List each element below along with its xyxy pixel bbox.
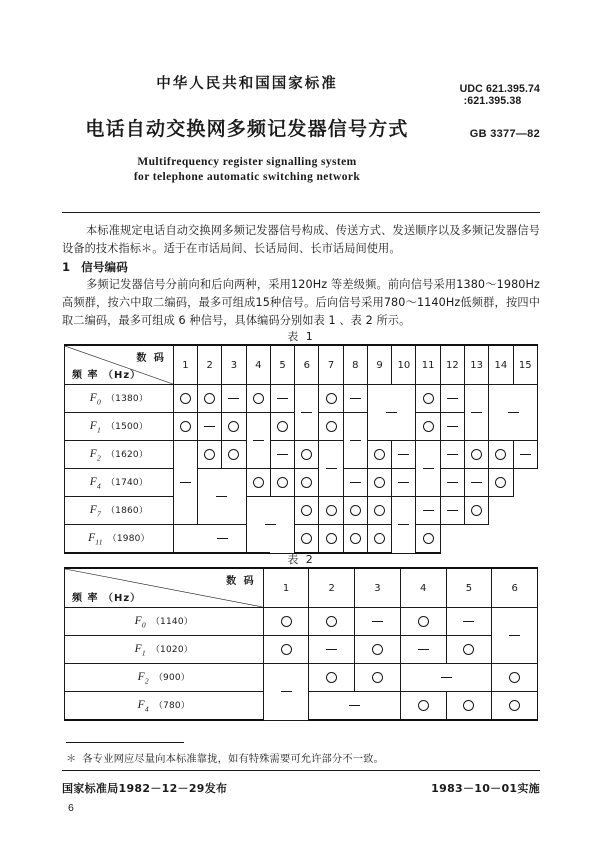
code-mark-circle	[270, 469, 294, 497]
code-mark-dash	[319, 441, 343, 497]
table1-column-header: 4	[246, 345, 270, 385]
header-divider	[62, 212, 540, 213]
table-row	[65, 441, 538, 469]
dash-icon	[447, 398, 458, 399]
code-mark-circle	[173, 413, 197, 441]
code-mark-circle	[400, 692, 446, 721]
dash-icon	[216, 496, 227, 497]
frequency-value: （780）	[153, 700, 191, 711]
table1-code-label: 数 码	[136, 353, 166, 364]
circle-icon	[326, 505, 337, 516]
code-mark-circle	[492, 692, 538, 721]
code-mark-dash	[392, 497, 416, 554]
table1-column-header: 5	[270, 345, 294, 385]
circle-icon	[372, 672, 383, 683]
circle-icon	[495, 477, 506, 488]
circle-icon	[374, 477, 385, 488]
table2-column-header: 5	[446, 568, 492, 608]
footnote-text: 各专业网应尽量向本标准靠拢，如有特殊需要可允许部分不一致。	[82, 753, 384, 765]
frequency-symbol: $F_1$	[134, 642, 146, 658]
code-mark-dash	[392, 469, 416, 497]
national-standard-line: 中华人民共和国国家标准	[156, 76, 338, 92]
table-row	[65, 664, 538, 692]
circle-icon	[326, 393, 337, 404]
code-mark-circle	[355, 664, 401, 692]
code-mark-circle	[489, 469, 513, 497]
code-mark-dash	[440, 497, 464, 525]
code-mark-dash	[446, 608, 492, 636]
code-mark-circle	[263, 608, 309, 636]
code-mark-dash	[198, 413, 222, 441]
english-title	[62, 155, 432, 185]
frequency-symbol: $F_0$	[89, 391, 101, 407]
circle-icon	[372, 644, 383, 655]
dash-icon	[349, 705, 360, 706]
circle-icon	[374, 533, 385, 544]
table1-column-header: 14	[489, 345, 513, 385]
dash-icon	[463, 621, 474, 622]
code-mark-circle	[416, 525, 440, 554]
dash-icon	[265, 524, 276, 525]
code-mark-dash	[173, 525, 270, 554]
code-mark-circle	[319, 385, 343, 413]
section-number: 1	[62, 260, 71, 274]
code-mark-circle	[343, 497, 367, 525]
code-mark-dash	[489, 385, 538, 441]
code-mark-dash	[440, 385, 464, 413]
circle-icon	[180, 393, 191, 404]
code-mark-dash	[440, 469, 464, 497]
code-mark-circle	[198, 441, 222, 469]
code-mark-circle	[198, 385, 222, 413]
dash-icon	[398, 482, 409, 483]
standard-number: GB 3377—82	[469, 128, 540, 140]
dash-icon	[447, 426, 458, 427]
code-mark-circle	[309, 608, 355, 636]
code-mark-circle	[446, 636, 492, 664]
frequency-value: （1860）	[105, 505, 149, 516]
code-mark-dash	[270, 385, 294, 413]
english-title-line-1: Multifrequency register signalling system	[137, 156, 357, 168]
dash-icon	[441, 677, 452, 678]
table1-column-header: 1	[173, 345, 197, 385]
code-mark-circle	[295, 441, 319, 469]
table1-freq-label: 频 率 （Hz）	[72, 370, 142, 381]
code-mark-circle	[416, 413, 440, 441]
table2-code-label: 数 码	[226, 576, 256, 587]
table2-column-header: 2	[309, 568, 355, 608]
footer-divider	[62, 770, 540, 771]
frequency-symbol: $F_{11}$	[88, 531, 103, 547]
document-footer	[62, 780, 540, 796]
page-title: 电话自动交换网多频记发器信号方式	[85, 118, 409, 140]
dash-icon	[447, 454, 458, 455]
code-mark-circle	[295, 469, 319, 497]
code-mark-circle	[246, 385, 270, 413]
code-mark-dash	[246, 413, 270, 469]
dash-icon	[447, 510, 458, 511]
dash-icon	[180, 482, 191, 483]
scope-paragraph: 本标准规定电话自动交换网多频记发器信号构成、传送方式、发送顺序以及多频记发器信号设备的技术指标＊。适于在市话局间、长话局间、长市话局间使用。	[62, 224, 540, 255]
circle-icon	[204, 449, 215, 460]
code-mark-circle	[319, 525, 343, 554]
table-row	[65, 525, 538, 554]
table1-column-header: 3	[222, 345, 246, 385]
dash-icon	[372, 621, 383, 622]
udc-code	[460, 71, 540, 119]
frequency-row-label	[65, 497, 174, 525]
section-heading-1	[62, 258, 540, 276]
code-mark-dash	[416, 441, 440, 497]
frequency-symbol: $F_1$	[89, 419, 101, 435]
table-row	[65, 385, 538, 413]
code-mark-dash	[343, 469, 367, 497]
table-row	[65, 608, 538, 636]
table2-corner-header	[65, 568, 264, 608]
section-title: 信号编码	[81, 260, 128, 274]
dash-icon	[350, 398, 361, 399]
dash-icon	[471, 482, 482, 483]
dash-icon	[326, 649, 337, 650]
circle-icon	[253, 393, 264, 404]
frequency-row-label	[65, 608, 264, 636]
dash-icon	[418, 649, 429, 650]
table-row	[65, 469, 538, 497]
footnote-marker: ＊	[66, 753, 77, 765]
frequency-symbol: $F_4$	[137, 698, 149, 714]
code-mark-dash	[465, 469, 489, 497]
body-content	[62, 222, 540, 330]
code-mark-dash	[440, 441, 464, 469]
code-mark-dash	[222, 385, 246, 413]
frequency-symbol: $F_7$	[89, 503, 101, 519]
frequency-row-label	[65, 413, 174, 441]
dash-icon	[447, 482, 458, 483]
table1-column-header: 11	[416, 345, 440, 385]
code-mark-dash	[465, 385, 489, 441]
frequency-value: （1980）	[107, 533, 150, 544]
code-mark-circle	[222, 441, 246, 469]
code-mark-circle	[489, 441, 513, 469]
frequency-symbol: $F_2$	[137, 670, 149, 686]
page-number: 6	[68, 802, 74, 814]
circle-icon	[180, 421, 191, 432]
document-header	[62, 72, 540, 185]
table-row	[65, 636, 538, 664]
circle-icon	[471, 505, 482, 516]
dash-icon	[281, 691, 292, 692]
table1-column-header: 15	[513, 345, 537, 385]
code-mark-circle	[309, 664, 355, 692]
table1-column-header: 12	[440, 345, 464, 385]
circle-icon	[277, 421, 288, 432]
udc-line-1: UDC 621.395.74	[459, 83, 540, 95]
dash-icon	[386, 412, 397, 413]
table1-corner-header	[65, 345, 174, 385]
code-mark-dash	[513, 441, 537, 469]
code-mark-circle	[270, 413, 294, 441]
circle-icon	[253, 477, 264, 488]
dash-icon	[217, 538, 228, 539]
table2-column-header: 1	[263, 568, 309, 608]
udc-line-2: :621.395.38	[463, 95, 522, 107]
signal-code-table-2	[64, 567, 538, 721]
code-mark-circle	[355, 636, 401, 664]
code-mark-dash	[198, 469, 247, 525]
encoding-paragraph: 多频记发器信号分前向和后向两种，采用120Hz 等差级频。前向信号采用1380～1980Hz 高频群，按六中取二编码，最多可组成15种信号。后向信号采用780～1140Hz低频群，按四中取二编码，最多可组成 6 种信号，具体编码分别如表 1 、表 2 所示。	[62, 278, 540, 327]
dash-icon	[350, 440, 361, 441]
frequency-row-label	[65, 385, 174, 413]
frequency-row-label	[65, 664, 264, 692]
circle-icon	[423, 393, 434, 404]
code-mark-circle	[319, 413, 343, 441]
table2-freq-label: 频 率 （Hz）	[72, 593, 142, 604]
circle-icon	[326, 533, 337, 544]
code-mark-dash	[355, 608, 401, 636]
code-mark-circle	[367, 441, 391, 469]
dash-icon	[277, 454, 288, 455]
table1-column-header: 2	[198, 345, 222, 385]
dash-icon	[350, 482, 361, 483]
table1-column-header: 9	[367, 345, 391, 385]
circle-icon	[423, 533, 434, 544]
code-mark-circle	[263, 636, 309, 664]
code-mark-dash	[492, 608, 538, 664]
circle-icon	[301, 505, 312, 516]
frequency-symbol: $F_4$	[89, 475, 101, 491]
code-mark-circle	[465, 497, 489, 525]
dash-icon	[253, 440, 264, 441]
code-mark-dash	[295, 385, 319, 441]
dash-icon	[398, 454, 409, 455]
code-mark-circle	[246, 469, 270, 497]
circle-icon	[374, 505, 385, 516]
circle-icon	[326, 421, 337, 432]
table1-column-header: 8	[343, 345, 367, 385]
dash-icon	[471, 412, 482, 413]
dash-icon	[398, 524, 409, 525]
frequency-row-label	[65, 441, 174, 469]
code-mark-dash	[173, 441, 197, 525]
frequency-symbol: $F_2$	[89, 447, 101, 463]
circle-icon	[418, 616, 429, 627]
code-mark-dash	[270, 441, 294, 469]
table1-column-header: 10	[392, 345, 416, 385]
table2-column-header: 6	[492, 568, 538, 608]
issue-date: 国家标准局1982－12－29发布	[62, 782, 228, 795]
circle-icon	[374, 449, 385, 460]
circle-icon	[228, 421, 239, 432]
table1-caption: 表 1	[287, 330, 315, 343]
english-title-line-2: for telephone automatic switching network	[133, 171, 361, 183]
dash-icon	[326, 468, 337, 469]
code-mark-circle	[222, 413, 246, 441]
table1-column-header: 13	[465, 345, 489, 385]
code-mark-dash	[440, 413, 464, 441]
code-mark-circle	[367, 525, 391, 554]
circle-icon	[509, 672, 520, 683]
circle-icon	[471, 449, 482, 460]
code-mark-dash	[263, 664, 309, 721]
dash-icon	[423, 468, 434, 469]
circle-icon	[418, 700, 429, 711]
circle-icon	[301, 477, 312, 488]
code-mark-circle	[367, 469, 391, 497]
circle-icon	[423, 421, 434, 432]
frequency-value: （1380）	[105, 393, 149, 404]
frequency-value: （1740）	[105, 477, 149, 488]
frequency-row-label	[65, 692, 264, 721]
circle-icon	[326, 616, 337, 627]
dash-icon	[423, 510, 434, 511]
code-mark-circle	[416, 385, 440, 413]
circle-icon	[281, 616, 292, 627]
code-mark-dash	[309, 692, 400, 721]
code-mark-circle	[295, 525, 319, 554]
circle-icon	[495, 449, 506, 460]
code-mark-dash	[400, 636, 446, 664]
frequency-value: （900）	[153, 672, 191, 683]
frequency-symbol: $F_0$	[134, 614, 146, 630]
table2-column-header: 3	[355, 568, 401, 608]
code-mark-dash	[416, 497, 440, 525]
footnote	[66, 750, 536, 765]
circle-icon	[350, 505, 361, 516]
code-mark-circle	[343, 525, 367, 554]
code-mark-circle	[319, 497, 343, 525]
circle-icon	[301, 533, 312, 544]
circle-icon	[277, 477, 288, 488]
code-mark-dash	[392, 441, 416, 469]
code-mark-circle	[446, 692, 492, 721]
table-row	[65, 497, 538, 525]
table1-column-header: 6	[295, 345, 319, 385]
code-mark-circle	[173, 385, 197, 413]
table2-column-header: 4	[400, 568, 446, 608]
code-mark-circle	[367, 497, 391, 525]
circle-icon	[281, 644, 292, 655]
footnote-divider	[66, 742, 184, 743]
circle-icon	[463, 644, 474, 655]
frequency-value: （1020）	[150, 644, 193, 655]
dash-icon	[520, 454, 531, 455]
circle-icon	[326, 672, 337, 683]
code-mark-circle	[295, 497, 319, 525]
dash-icon	[509, 635, 520, 636]
frequency-value: （1140）	[150, 616, 193, 627]
signal-code-table-1	[64, 344, 538, 554]
frequency-value: （1500）	[105, 421, 149, 432]
code-mark-circle	[465, 441, 489, 469]
frequency-row-label	[65, 525, 174, 554]
circle-icon	[301, 449, 312, 460]
frequency-value: （1620）	[105, 449, 149, 460]
dash-icon	[228, 398, 239, 399]
circle-icon	[350, 533, 361, 544]
table2-caption: 表 2	[287, 553, 315, 566]
circle-icon	[204, 393, 215, 404]
code-mark-dash	[343, 413, 367, 469]
dash-icon	[204, 426, 215, 427]
dash-icon	[508, 412, 519, 413]
frequency-row-label	[65, 636, 264, 664]
circle-icon	[509, 700, 520, 711]
dash-icon	[277, 398, 288, 399]
code-mark-dash	[400, 664, 491, 692]
code-mark-dash	[309, 636, 355, 664]
table1-column-header: 7	[319, 345, 343, 385]
code-mark-dash	[367, 385, 416, 441]
code-mark-dash	[343, 385, 367, 413]
circle-icon	[463, 700, 474, 711]
code-mark-circle	[492, 664, 538, 692]
effective-date: 1983－10－01实施	[431, 782, 540, 795]
code-mark-circle	[400, 608, 446, 636]
dash-icon	[301, 412, 312, 413]
frequency-row-label	[65, 469, 174, 497]
circle-icon	[228, 449, 239, 460]
